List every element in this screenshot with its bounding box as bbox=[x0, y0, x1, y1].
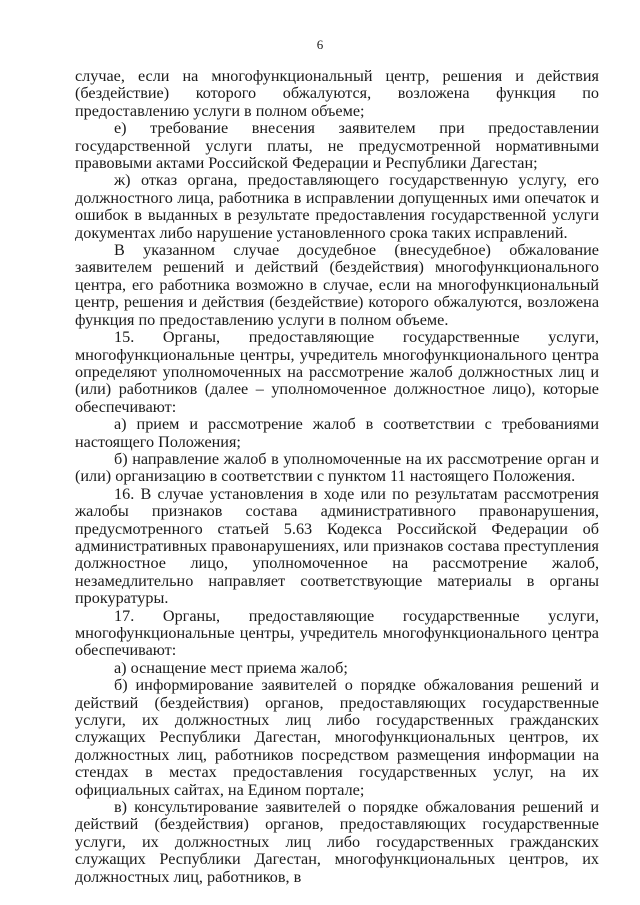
paragraph: а) прием и рассмотрение жалоб в соответствии с требованиями настоящего Положения; bbox=[75, 415, 599, 451]
paragraph: В указанном случае досудебное (внесудебное) обжалование заявителем решений и действий (бездействия) многофункционального центра, его работника возможно в случае, если на многофункциональный центр, решения и действия (бездействие) которого обжалуются, возложена функция по предоставлению услуги в полном объеме. bbox=[75, 241, 599, 329]
paragraph: е) требование внесения заявителем при предоставлении государственной услуги платы, не предусмотренной нормативными правовыми актами Российской Федерации и Республики Дагестан; bbox=[75, 119, 599, 173]
paragraph: а) оснащение мест приема жалоб; bbox=[114, 658, 348, 677]
paragraph: случае, если на многофункциональный центр, решения и действия (бездействие) которого обжалуются, возложена функция по предоставлению услуги в полном объеме; bbox=[75, 67, 599, 120]
paragraph: 15. Органы, предоставляющие государственные услуги, многофункциональные центры, учредитель многофункционального центра определяют уполномоченных на рассмотрение жалоб должностных лиц и (или) работников (далее – уполномоченное должностное лицо), которые обеспечивают: bbox=[75, 328, 599, 416]
page-number: 6 bbox=[316, 37, 324, 52]
paragraph: б) направление жалоб в уполномоченные на их рассмотрение орган и (или) организацию в соответствии с пунктом 11 настоящего Положения. bbox=[75, 449, 599, 486]
paragraph: в) консультирование заявителей о порядке обжалования решений и действий (бездействия) органов, предоставляющих государственные услуги, их должностных лиц либо государственных гражданских служащих Республики Дагестан, многофункциональных центров, их должностных лиц, работников, в bbox=[75, 798, 599, 886]
paragraph: ж) отказ органа, предоставляющего государственную услугу, его должностного лица, работника в исправлении допущенных ими опечаток и ошибок в выданных в результате предоставления государственной услуги документах либо нарушение установленного срока таких исправлений. bbox=[75, 171, 599, 242]
paragraph: 16. В случае установления в ходе или по результатам рассмотрения жалобы признаков состава административного правонарушения, предусмотренного статьей 5.63 Кодекса Российской Федерации об административных правонарушениях, или признаков состава преступления должностное лицо, уполномоченное на рассмотрение жалоб, незамедлительно направляет соответствующие материалы в органы прокуратуры. bbox=[75, 484, 599, 608]
paragraph: б) информирование заявителей о порядке обжалования решений и действий (бездействия) органов, предоставляющих государственные услуги, их должностных лиц либо государственных гражданских служащих Республики Дагестан, многофункциональных центров, их должностных лиц, работников посредством размещения информации на стендах в местах предоставления государственных услуг, на их официальных сайтах, на Едином портале; bbox=[75, 676, 599, 799]
paragraph: 17. Органы, предоставляющие государственные услуги, многофункциональные центры, учредитель многофункционального центра обеспечивают: bbox=[75, 606, 599, 660]
document-body bbox=[75, 68, 599, 886]
